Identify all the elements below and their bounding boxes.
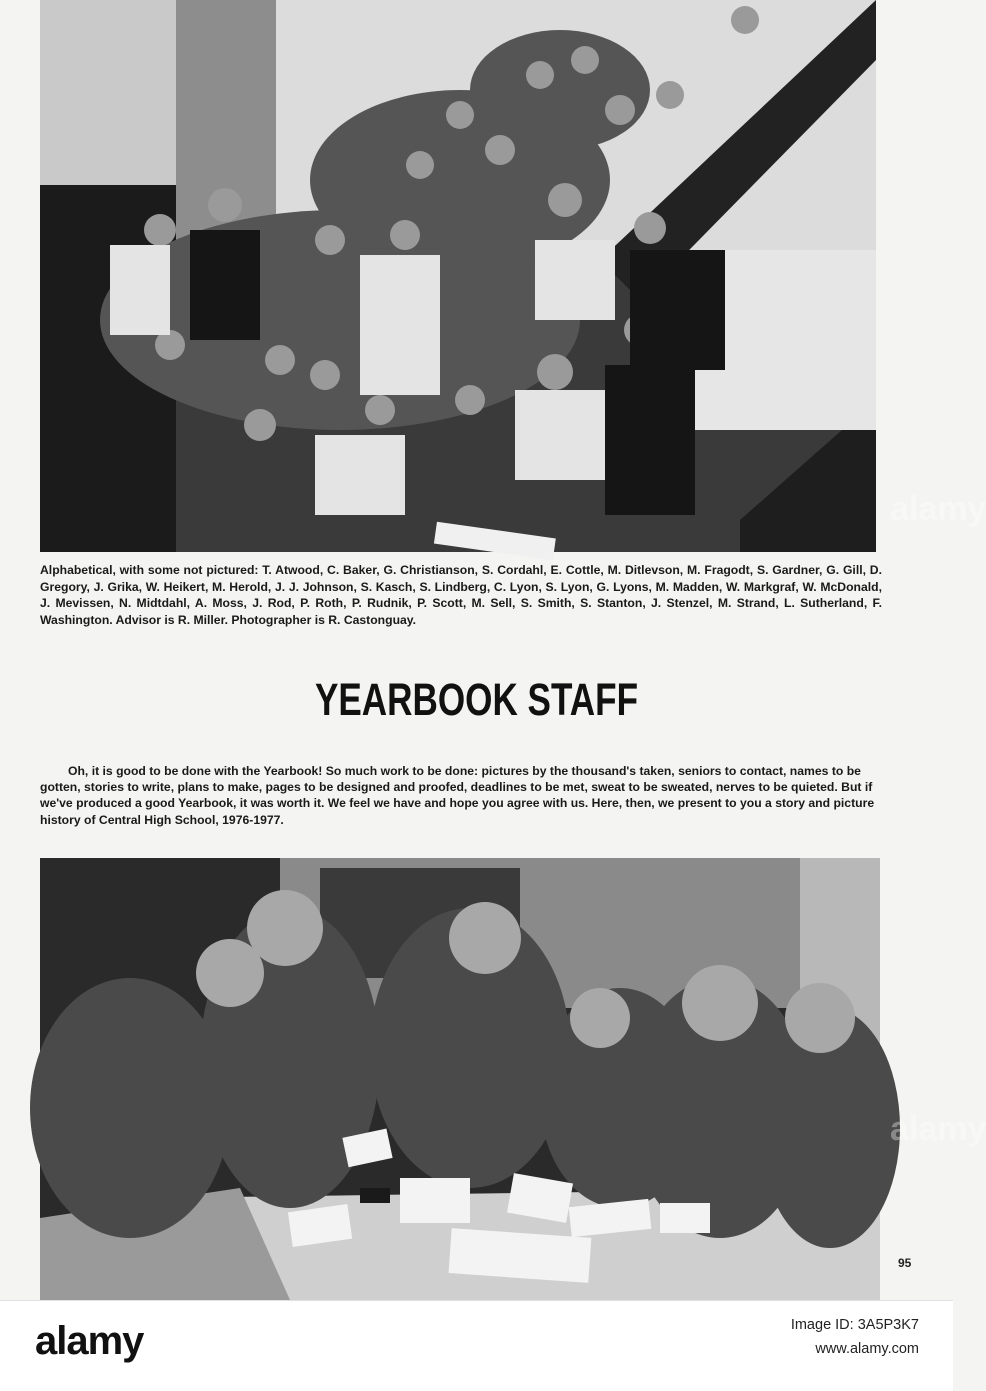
watermark: alamy — [890, 1110, 986, 1148]
staff-group-photo — [40, 0, 876, 552]
watermark: alamy — [890, 490, 986, 528]
alamy-logo[interactable]: alamy — [35, 1319, 144, 1363]
photo-caption: Alphabetical, with some not pictured: T. Atwood, C. Baker, G. Christianson, S. Cordahl, E. Cottle, M. Ditlevson, M. Fragodt, S. Gardner, G. Gill, D. Gregory, J. Grika, W. Heikert, M. Herold, J. J. Johnson, S. Kasch, S. Lindberg, C. Lyon, S. Lyon, G. Lyons, M. Madden, W. Markgraf, W. McDonald, J. Mevissen, N. Midtdahl, A. Moss, J. Rod, P. Roth, P. Rudnik, P. Scott, M. Sell, S. Smith, S. Stanton, J. Stenzel, M. Strand, L. Sutherland, F. Washington. Advisor is R. Miller. Photographer is R. Castonguay. — [40, 563, 882, 627]
staff-group-photo-graphic — [40, 0, 876, 552]
stock-footer — [0, 1300, 953, 1391]
staff-working-photo-graphic — [40, 858, 880, 1300]
page-number: 95 — [898, 1256, 912, 1270]
intro-paragraph: Oh, it is good to be done with the Yearbook! So much work to be done: pictures by the thousand's taken, seniors to contact, names to be gotten, stories to write, plans to make, pages to be designed and proofed, deadlines to be met, sweat to be sweated, nerves to be quieted. But if we've produced a good Yearbook, it was worth it. We feel we have and hope you agree with us. Here, then, we present to you a story and picture history of Central High School, 1976-1977. — [40, 764, 875, 827]
site-url[interactable]: www.alamy.com — [815, 1341, 919, 1357]
image-info — [791, 1313, 919, 1361]
page-title: YEARBOOK STAFF — [314, 674, 639, 725]
staff-working-photo — [40, 858, 880, 1300]
image-id: Image ID: 3A5P3K7 — [790, 1317, 919, 1333]
